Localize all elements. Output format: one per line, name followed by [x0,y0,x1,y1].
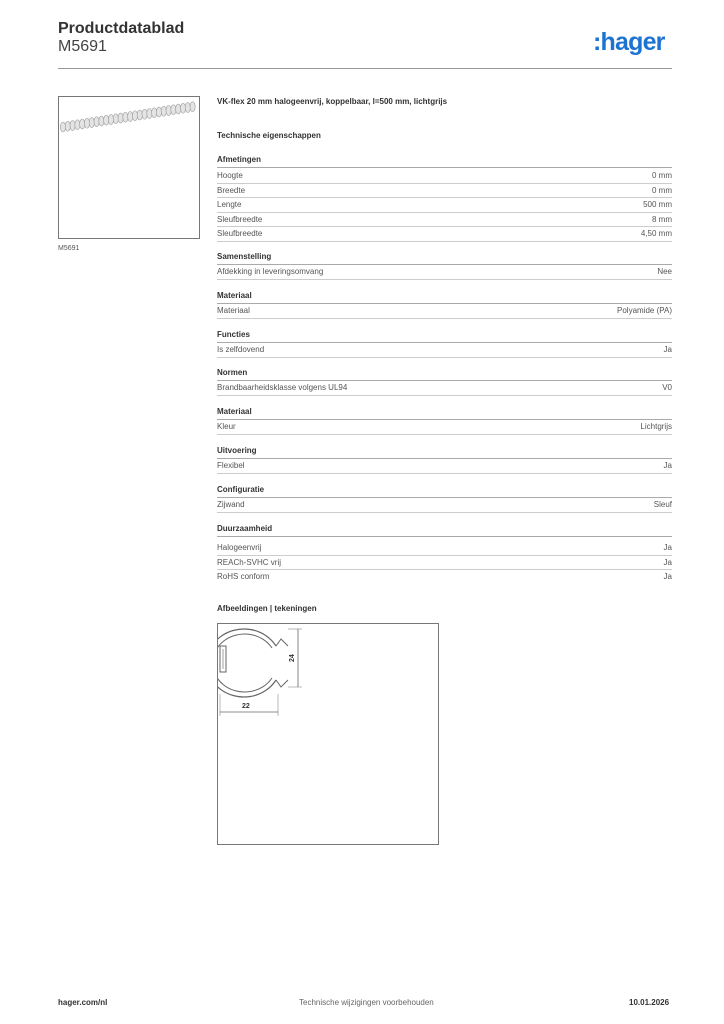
property-row [217,227,672,242]
dimension-width: 22 [242,703,250,710]
section-title: Functies [217,330,672,343]
property-row [217,570,672,585]
header-divider [58,68,672,69]
property-row [217,381,672,396]
property-value: Ja [663,557,672,567]
dimension-height: 24 [289,654,296,662]
property-value: Sleuf [653,500,672,509]
property-value: Lichtgrijs [640,422,672,431]
footer-disclaimer: Technische wijzigingen voorbehouden [299,998,434,1007]
property-label: REACh-SVHC vrij [217,557,282,567]
drawings-heading: Afbeeldingen | tekeningen [217,604,317,613]
product-image-caption: M5691 [58,245,80,252]
section-title: Uitvoering [217,446,672,459]
property-value: 0 mm [652,185,672,195]
property-value: Ja [663,572,672,581]
property-row [217,265,672,280]
section-title: Materiaal [217,291,672,304]
property-value: V0 [662,383,672,392]
property-row [217,459,672,474]
property-value: 0 mm [652,171,672,180]
property-label: Halogeenvrij [217,543,262,552]
property-value: 500 mm [643,200,672,209]
property-value: Nee [657,267,672,276]
property-row [217,198,672,213]
property-row [217,541,672,556]
footer-date: 10.01.2026 [629,998,670,1007]
cross-section-drawing [218,624,438,844]
section-title: Samenstelling [217,252,672,265]
product-code: M5691 [58,38,107,55]
property-row [217,304,672,319]
property-label: Breedte [217,185,246,195]
property-row [217,498,672,513]
document-title: Productdatablad [58,20,185,37]
property-row [217,169,672,184]
property-label: Materiaal [217,306,250,315]
property-row [217,420,672,435]
property-label: Sleufbreedte [217,214,263,224]
property-label: Kleur [217,422,236,431]
property-row [217,343,672,358]
property-value: Ja [663,543,672,552]
property-label: Sleufbreedte [217,229,263,238]
property-label: Lengte [217,200,242,209]
property-value: Polyamide (PA) [617,306,672,315]
technical-properties-heading: Technische eigenschappen [217,131,321,140]
property-value: Ja [663,461,672,470]
property-label: Brandbaarheidsklasse volgens UL94 [217,383,348,392]
property-row [217,184,672,199]
property-value: 4,50 mm [640,229,672,238]
product-description: VK-flex 20 mm halogeenvrij, koppelbaar, l=500 mm, lichtgrijs [217,97,448,106]
property-label: Hoogte [217,171,243,180]
section-title: Configuratie [217,485,672,498]
section-title: Normen [217,368,672,381]
footer-website[interactable]: hager.com/nl [58,998,108,1007]
property-row [217,556,672,571]
section-title: Afmetingen [217,155,672,168]
property-label: Flexibel [217,461,245,470]
section-title: Duurzaamheid [217,524,672,537]
technical-drawing [217,623,439,845]
section-title: Materiaal [217,407,672,420]
product-image [58,96,200,239]
property-value: 8 mm [652,214,672,224]
property-label: Zijwand [217,500,245,509]
property-label: Is zelfdovend [217,345,265,354]
property-row [217,213,672,228]
property-value: Ja [663,345,672,354]
hager-logo: :hager [593,28,665,56]
property-label: RoHS conform [217,572,270,581]
property-label: Afdekking in leveringsomvang [217,267,324,276]
flexible-duct-image [59,97,199,238]
